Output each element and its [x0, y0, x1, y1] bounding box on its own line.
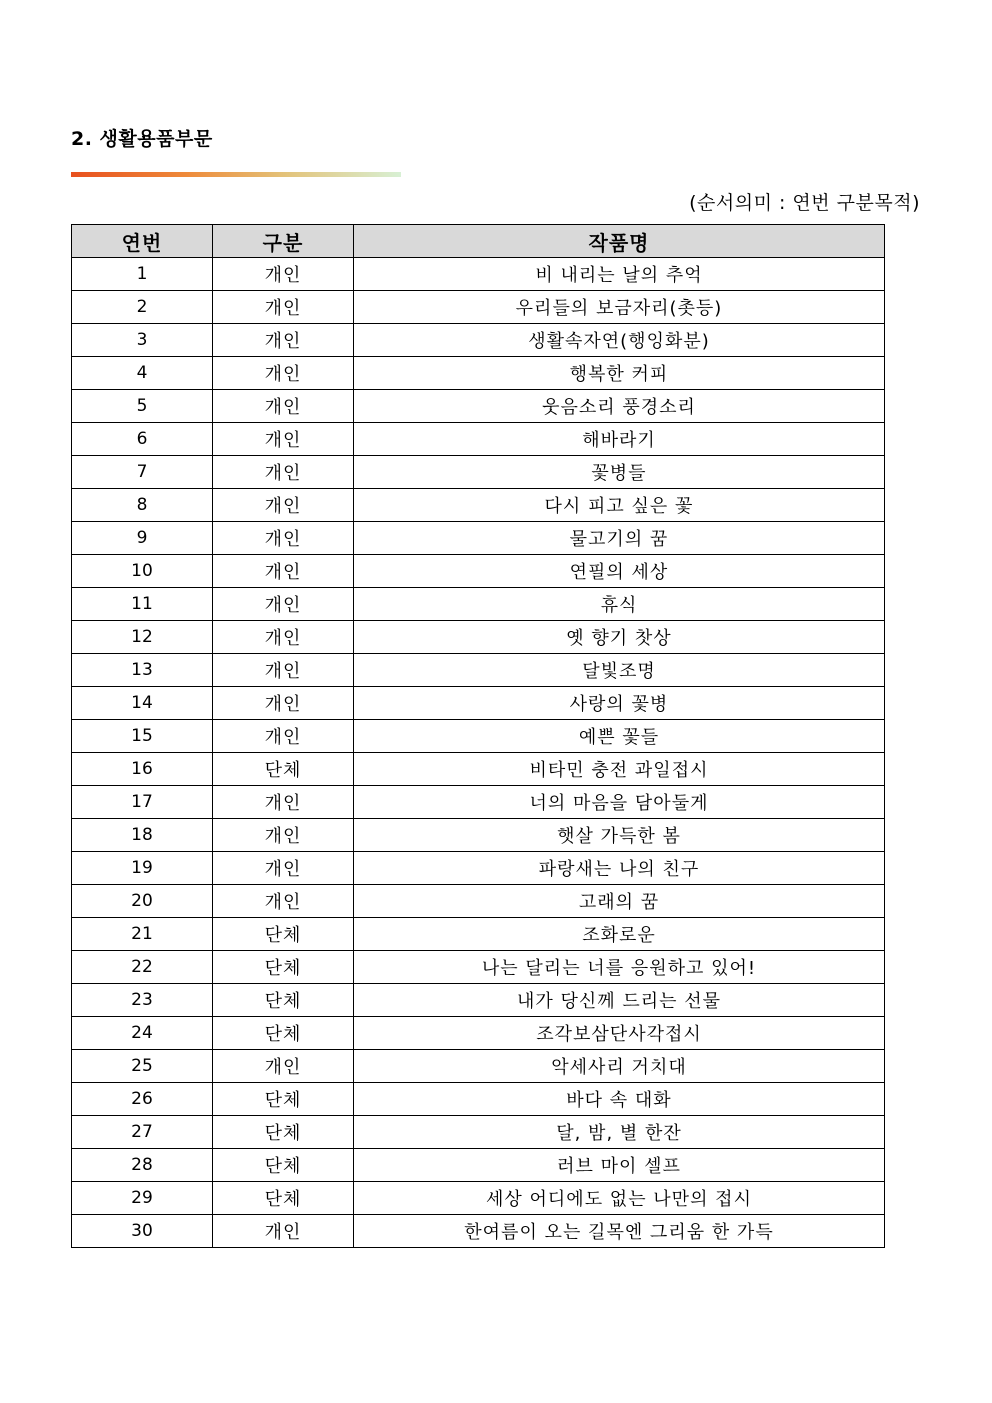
cell-number: 24	[72, 1017, 213, 1050]
table-row	[72, 918, 885, 951]
cell-category: 개인	[213, 687, 354, 720]
table-row	[72, 852, 885, 885]
table-row	[72, 555, 885, 588]
works-table	[71, 224, 885, 1248]
cell-category: 개인	[213, 357, 354, 390]
table-row	[72, 291, 885, 324]
cell-title: 한여름이 오는 길목엔 그리움 한 가득	[354, 1215, 885, 1248]
table-row	[72, 984, 885, 1017]
cell-title: 꽃병들	[354, 456, 885, 489]
cell-number: 4	[72, 357, 213, 390]
cell-number: 21	[72, 918, 213, 951]
table-row	[72, 1017, 885, 1050]
table-row	[72, 1050, 885, 1083]
cell-category: 단체	[213, 1116, 354, 1149]
table-row	[72, 258, 885, 291]
cell-title: 조각보삼단사각접시	[354, 1017, 885, 1050]
table-row	[72, 489, 885, 522]
cell-category: 개인	[213, 588, 354, 621]
cell-number: 14	[72, 687, 213, 720]
cell-category: 단체	[213, 918, 354, 951]
cell-number: 20	[72, 885, 213, 918]
cell-title: 비타민 충전 과일접시	[354, 753, 885, 786]
table-row	[72, 753, 885, 786]
cell-category: 단체	[213, 753, 354, 786]
cell-number: 30	[72, 1215, 213, 1248]
cell-category: 개인	[213, 654, 354, 687]
cell-title: 우리들의 보금자리(촛등)	[354, 291, 885, 324]
cell-category: 개인	[213, 786, 354, 819]
header-category: 구분	[213, 225, 354, 258]
cell-category: 개인	[213, 423, 354, 456]
cell-number: 18	[72, 819, 213, 852]
cell-category: 개인	[213, 456, 354, 489]
cell-number: 7	[72, 456, 213, 489]
table-row	[72, 687, 885, 720]
cell-number: 3	[72, 324, 213, 357]
cell-title: 달, 밤, 별 한잔	[354, 1116, 885, 1149]
table-row	[72, 357, 885, 390]
cell-number: 27	[72, 1116, 213, 1149]
cell-category: 개인	[213, 720, 354, 753]
cell-category: 단체	[213, 1083, 354, 1116]
cell-title: 햇살 가득한 봄	[354, 819, 885, 852]
cell-category: 단체	[213, 1017, 354, 1050]
cell-category: 개인	[213, 1215, 354, 1248]
table-row	[72, 885, 885, 918]
header-number: 연번	[72, 225, 213, 258]
cell-category: 개인	[213, 885, 354, 918]
cell-number: 22	[72, 951, 213, 984]
section-title: 2. 생활용품부문	[71, 128, 213, 150]
cell-title: 너의 마음을 담아둘게	[354, 786, 885, 819]
table-row	[72, 522, 885, 555]
table-row	[72, 1215, 885, 1248]
cell-category: 개인	[213, 324, 354, 357]
cell-title: 나는 달리는 너를 응원하고 있어!	[354, 951, 885, 984]
cell-category: 개인	[213, 621, 354, 654]
cell-title: 파랑새는 나의 친구	[354, 852, 885, 885]
cell-title: 바다 속 대화	[354, 1083, 885, 1116]
cell-category: 개인	[213, 258, 354, 291]
cell-title: 물고기의 꿈	[354, 522, 885, 555]
cell-category: 단체	[213, 984, 354, 1017]
table-header-row	[72, 225, 885, 258]
table-row	[72, 390, 885, 423]
cell-title: 웃음소리 풍경소리	[354, 390, 885, 423]
cell-number: 11	[72, 588, 213, 621]
table-row	[72, 324, 885, 357]
cell-title: 다시 피고 싶은 꽃	[354, 489, 885, 522]
cell-number: 17	[72, 786, 213, 819]
cell-category: 개인	[213, 852, 354, 885]
cell-title: 휴식	[354, 588, 885, 621]
cell-number: 9	[72, 522, 213, 555]
cell-title: 해바라기	[354, 423, 885, 456]
table-row	[72, 621, 885, 654]
table-row	[72, 786, 885, 819]
cell-category: 단체	[213, 1182, 354, 1215]
title-underline-bar	[71, 172, 401, 177]
cell-title: 러브 마이 셀프	[354, 1149, 885, 1182]
cell-title: 예쁜 꽃들	[354, 720, 885, 753]
table-row	[72, 456, 885, 489]
cell-category: 단체	[213, 1149, 354, 1182]
cell-title: 달빛조명	[354, 654, 885, 687]
cell-number: 16	[72, 753, 213, 786]
cell-number: 26	[72, 1083, 213, 1116]
cell-number: 12	[72, 621, 213, 654]
cell-category: 개인	[213, 555, 354, 588]
cell-category: 개인	[213, 1050, 354, 1083]
cell-title: 조화로운	[354, 918, 885, 951]
cell-category: 단체	[213, 951, 354, 984]
cell-number: 10	[72, 555, 213, 588]
cell-number: 15	[72, 720, 213, 753]
cell-number: 5	[72, 390, 213, 423]
table-row	[72, 1083, 885, 1116]
table-row	[72, 951, 885, 984]
cell-number: 19	[72, 852, 213, 885]
cell-category: 개인	[213, 291, 354, 324]
cell-title: 사랑의 꽃병	[354, 687, 885, 720]
cell-number: 8	[72, 489, 213, 522]
table-row	[72, 1182, 885, 1215]
cell-title: 비 내리는 날의 추억	[354, 258, 885, 291]
cell-number: 13	[72, 654, 213, 687]
cell-category: 개인	[213, 819, 354, 852]
cell-title: 악세사리 거치대	[354, 1050, 885, 1083]
cell-number: 2	[72, 291, 213, 324]
cell-number: 28	[72, 1149, 213, 1182]
cell-number: 6	[72, 423, 213, 456]
cell-title: 생활속자연(행잉화분)	[354, 324, 885, 357]
cell-number: 1	[72, 258, 213, 291]
order-note: (순서의미 : 연번 구분목적)	[689, 192, 920, 214]
cell-category: 개인	[213, 489, 354, 522]
table-row	[72, 1116, 885, 1149]
cell-number: 29	[72, 1182, 213, 1215]
cell-title: 연필의 세상	[354, 555, 885, 588]
cell-title: 행복한 커피	[354, 357, 885, 390]
table-row	[72, 654, 885, 687]
cell-title: 옛 향기 찻상	[354, 621, 885, 654]
cell-title: 고래의 꿈	[354, 885, 885, 918]
cell-number: 23	[72, 984, 213, 1017]
cell-title: 세상 어디에도 없는 나만의 접시	[354, 1182, 885, 1215]
cell-category: 개인	[213, 390, 354, 423]
table-row	[72, 720, 885, 753]
header-title: 작품명	[354, 225, 885, 258]
cell-category: 개인	[213, 522, 354, 555]
cell-number: 25	[72, 1050, 213, 1083]
table-row	[72, 1149, 885, 1182]
cell-title: 내가 당신께 드리는 선물	[354, 984, 885, 1017]
table-row	[72, 819, 885, 852]
table-row	[72, 588, 885, 621]
table-row	[72, 423, 885, 456]
